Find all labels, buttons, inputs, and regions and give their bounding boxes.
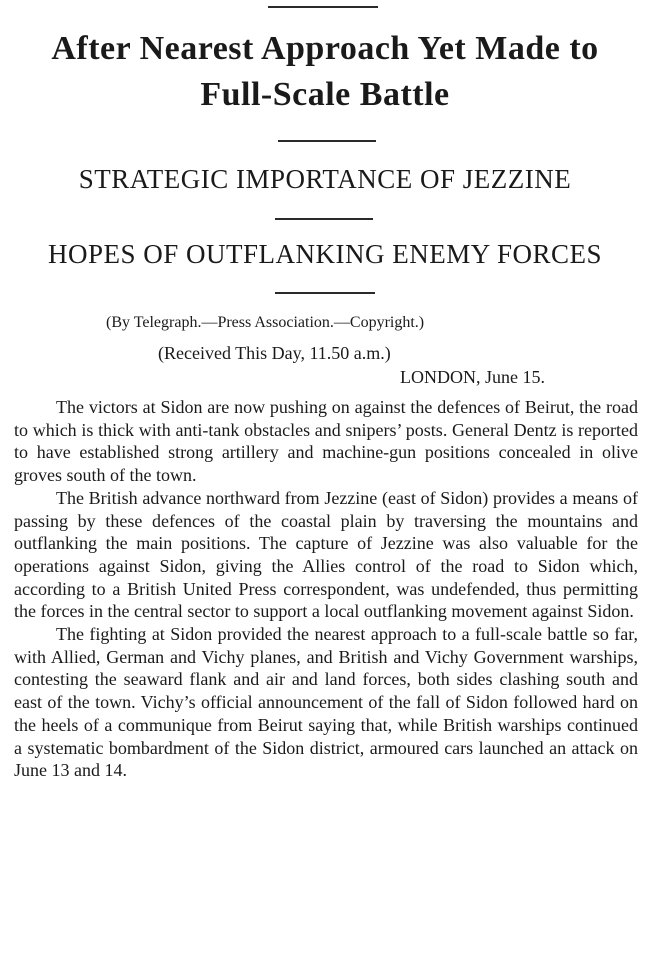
headline <box>0 26 650 118</box>
subhead-outflanking: HOPES OF OUTFLANKING ENEMY FORCES <box>47 239 603 269</box>
paragraph-3: The fighting at Sidon provided the nearest approach to a full-scale battle so far, with Allied, German and Vichy planes, and British and Vichy Government warships, contesting the seaward flank and air and land forces, both sides clashing south and east of the town. Vichy’s official announcement of the fall of Sidon followed hard on the heels of a communique from Beirut saying that, while British warships continued a systematic bombardment of the Sidon district, armoured cars launched an attack on June 13 and 14. <box>14 624 638 781</box>
paragraph-2: The British advance northward from Jezzine (east of Sidon) provides a means of passing by these defences of the coastal plain by traversing the mountains and outflanking the main positions. The capture of Jezzine was also valuable for the operations against Sidon, giving the Allies control of the road to Sidon which, according to a British United Press correspondent, was undefended, thus permitting the forces in the central sector to support a local outflanking movement against Sidon. <box>14 487 638 622</box>
rule-after-subhead-2 <box>275 292 375 294</box>
paragraph-1: The victors at Sidon are now pushing on against the defences of Beirut, the road to which is thick with anti-tank obstacles and snipers’ posts. General Dentz is reported to have established strong artillery and machine-gun positions concealed in olive groves south of the town. <box>14 397 638 486</box>
subhead-strategic: STRATEGIC IMPORTANCE OF JEZZINE <box>78 164 572 194</box>
wire-credit: (By Telegraph.—Press Association.—Copyright.) <box>106 314 425 331</box>
headline-line-1: After Nearest Approach Yet Made to <box>51 30 599 67</box>
article-body <box>14 396 638 782</box>
dateline: LONDON, June 15. <box>400 367 545 387</box>
rule-after-headline <box>278 140 376 142</box>
rule-after-subhead-1 <box>275 218 373 220</box>
top-rule <box>268 6 378 8</box>
received-time: (Received This Day, 11.50 a.m.) <box>158 343 391 363</box>
headline-line-2: Full-Scale Battle <box>200 76 450 113</box>
